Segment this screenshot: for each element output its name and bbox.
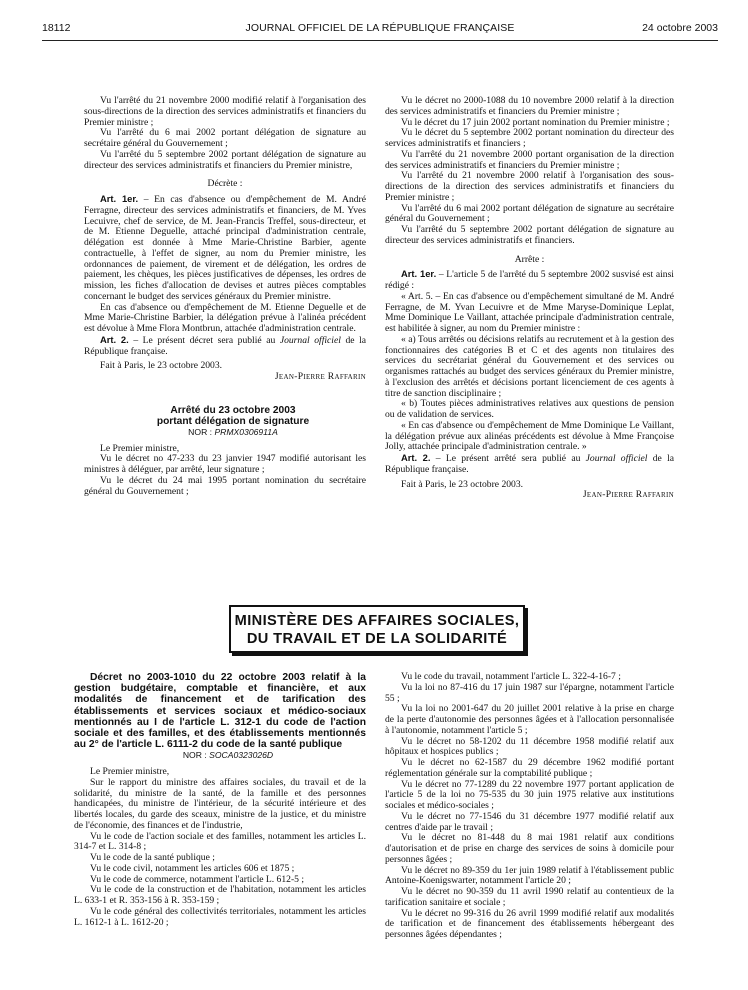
article-text: de la République française. bbox=[84, 334, 367, 357]
nor-reference bbox=[84, 427, 366, 438]
paragraph: Vu le code de l'action sociale et des familles, notamment les articles L. 314-7 et L. 314-8 ; bbox=[74, 830, 366, 853]
quoted-paragraph: « Art. 5. – En cas d'absence ou d'empêchement simultané de M. André Ferragne, de M. Yvan Lecuivre et de Mme Maryse-Dominique Leplat, Mme Dominique Le Vaillant, attachée principale d'administration centrale, est habilitée à signer, au nom du Premier ministre : bbox=[385, 290, 674, 334]
article-text: – En cas d'absence ou d'empêchement de M. André Ferragne, directeur des services administratifs et financiers, de M. Yves Lecuivre, chef de service, de M. Jean-Francis Treffel, sous-directeur, et de M. Etienne Deguelle, attaché principal d'administration centrale, délégation est donnée à Mme Marie-Christine Barbier, agente contractuelle, à l'effet de signer, au nom du Premier ministre, les ordonnances de paiement, de virement et de délégation, les ordres de paiement, les chèques, les pièces justificatives de dépenses, les ordres de mission, les fiches d'allocation de devises et autres pièces comptables concernant le budget des services généraux du Premier ministre. bbox=[84, 194, 366, 302]
fait-a-paris: Fait à Paris, le 23 octobre 2003. bbox=[401, 478, 524, 490]
ministry-line-2: DU TRAVAIL ET DE LA SOLIDARITÉ bbox=[246, 631, 508, 647]
article-label: Art. 1er. bbox=[100, 193, 139, 204]
nor-code: SOCA0323026D bbox=[209, 750, 274, 761]
paragraph: Vu le décret no 89-359 du 1er juin 1989 relatif à l'établissement public Antoine-Koenigswarter, notamment l'article 20 ; bbox=[385, 864, 674, 887]
header-rule bbox=[42, 40, 718, 41]
nor-reference bbox=[74, 750, 366, 761]
article-1 bbox=[385, 269, 674, 292]
paragraph: Vu le code de la construction et de l'habitation, notamment les articles L. 633-1 et R. 353-156 à R. 353-159 ; bbox=[74, 884, 366, 907]
paragraph: Vu le décret no 77-1289 du 22 novembre 1977 portant application de l'article 5 de la loi no 75-535 du 30 juin 1975 relative aux institutions sociales et médico-sociales ; bbox=[385, 778, 674, 811]
article-text: – Le présent arrêté sera publié au bbox=[430, 453, 586, 464]
paragraph: Vu le code de commerce, notamment l'article L. 612-5 ; bbox=[90, 873, 304, 885]
paragraph: Vu le décret no 47-233 du 23 janvier 1947 modifié autorisant les ministres à déléguer, par arrêté, leur signature ; bbox=[84, 453, 366, 475]
arrete-heading: Arrête : bbox=[514, 253, 545, 265]
page-header bbox=[42, 22, 718, 36]
paragraph: En cas d'absence ou d'empêchement de M. Etienne Deguelle et de Mme Marie-Christine Barbier, la délégation prévue à l'alinéa précédent est dévolue à Mme Flora Montbrun, attachée d'administration centrale. bbox=[84, 301, 366, 334]
signature: Jean-Pierre Raffarin bbox=[274, 371, 366, 382]
issue-date: 24 octobre 2003 bbox=[642, 22, 718, 34]
left-column-bottom bbox=[74, 672, 366, 928]
page-number: 18112 bbox=[42, 22, 71, 34]
paragraph: Vu l'arrêté du 5 septembre 2002 portant délégation de signature au directeur des services administratifs et financiers. bbox=[385, 224, 674, 246]
paragraph: Vu l'arrêté du 6 mai 2002 portant délégation de signature au secrétaire général du Gouvernement ; bbox=[84, 127, 366, 149]
paragraph: Vu l'arrêté du 6 mai 2002 portant délégation de signature au secrétaire général du Gouvernement ; bbox=[385, 202, 674, 225]
arrete-title-line1: Arrêté du 23 octobre 2003 bbox=[170, 404, 296, 416]
article-text: de la République française. bbox=[385, 453, 674, 475]
paragraph: Vu l'arrêté du 21 novembre 2000 relatif à l'organisation des sous-directions de la direction des services administratifs et financiers du Premier ministre ; bbox=[385, 170, 674, 203]
nor-label: NOR : bbox=[182, 750, 210, 761]
article-label: Art. 2. bbox=[100, 333, 129, 345]
article-2 bbox=[84, 335, 366, 358]
article-2 bbox=[385, 453, 674, 476]
paragraph: Vu le code général des collectivités territoriales, notamment les articles L. 1612-1 à L. 1612-20 ; bbox=[74, 905, 366, 928]
paragraph: Vu le décret no 90-359 du 11 avril 1990 relatif au contentieux de la tarification sanitaire et sociale ; bbox=[385, 886, 674, 908]
paragraph: Vu l'arrêté du 21 novembre 2000 modifié relatif à l'organisation des sous-directions de la direction des services administratifs et financiers du Premier ministre ; bbox=[84, 95, 366, 128]
fait-a-paris: Fait à Paris, le 23 octobre 2003. bbox=[100, 360, 223, 372]
decree-title: Décret no 2003-1010 du 22 octobre 2003 relatif à la gestion budgétaire, comptable et financière, et aux modalités de financement et de tarification des établissements et services sociaux et médico-sociaux mentionnés au I de l'article L. 312-1 du code de l'action sociale et des familles, et des établissements mentionnés au 2° de l'article L. 6111-2 du code de la santé publique bbox=[74, 672, 366, 751]
paragraph: Vu l'arrêté du 5 septembre 2002 portant délégation de signature au directeur des services administratifs et financiers du Premier ministre, bbox=[84, 148, 366, 171]
paragraph: Vu le décret no 81-448 du 8 mai 1981 relatif aux conditions d'autorisation et de prise en charge des services de soins à domicile pour personnes âgées ; bbox=[385, 832, 674, 865]
paragraph: Vu le décret no 77-1546 du 31 décembre 1977 modifié relatif aux centres d'aide par le travail ; bbox=[385, 810, 674, 833]
article-text: – Le présent décret sera publié au bbox=[128, 334, 280, 346]
paragraph: Vu le code de la santé publique ; bbox=[90, 852, 215, 864]
paragraph: Le Premier ministre, bbox=[90, 766, 170, 778]
quoted-paragraph: « En cas d'absence ou d'empêchement de Mme Dominique Le Vaillant, la délégation prévue aux alinéas précédents est dévolue à Mme Françoise Jolly, attachée principale d'administration centrale. » bbox=[385, 419, 674, 453]
paragraph: Le Premier ministre, bbox=[100, 442, 180, 454]
left-column-top bbox=[84, 96, 366, 497]
paragraph: Vu le code civil, notamment les articles 606 et 1875 ; bbox=[90, 862, 295, 874]
paragraph: Vu le décret du 17 juin 2002 portant nomination du Premier ministre ; bbox=[401, 116, 670, 128]
journal-officiel-italic: Journal officiel bbox=[279, 334, 341, 346]
article-label: Art. 2. bbox=[401, 452, 431, 463]
article-1 bbox=[84, 194, 366, 303]
article-label: Art. 1er. bbox=[401, 268, 437, 280]
paragraph: Vu le décret du 24 mai 1995 portant nomination du secrétaire général du Gouvernement ; bbox=[84, 474, 366, 497]
paragraph: Vu le décret no 62-1587 du 29 décembre 1962 modifié portant réglementation générale sur la comptabilité publique ; bbox=[385, 757, 674, 779]
paragraph: Vu le décret no 58-1202 du 11 décembre 1958 modifié relatif aux hôpitaux et hospices publics ; bbox=[385, 735, 674, 758]
journal-officiel-italic: Journal officiel bbox=[585, 453, 648, 464]
decrete-heading: Décrète : bbox=[207, 178, 243, 190]
right-column-top bbox=[385, 96, 674, 501]
paragraph: Sur le rapport du ministre des affaires sociales, du travail et de la solidarité, du ministre de la santé, de la famille et des personnes handicapées, du ministre de l'intérieur, de la sécurité intérieure et des libertés locales, du garde des sceaux, ministre de la justice, et du ministre de l'économie, des finances et de l'industrie, bbox=[74, 776, 366, 831]
article-text: – L'article 5 de l'arrêté du 5 septembre 2002 susvisé est ainsi rédigé : bbox=[385, 269, 674, 291]
signature: Jean-Pierre Raffarin bbox=[582, 489, 674, 501]
paragraph: Vu la loi no 87-416 du 17 juin 1987 sur l'épargne, notamment l'article 55 ; bbox=[385, 681, 674, 704]
ministry-heading-box bbox=[229, 605, 525, 653]
paragraph: Vu l'arrêté du 21 novembre 2000 portant organisation de la direction des services administratifs et financiers du Premier ministre ; bbox=[385, 148, 674, 171]
quoted-paragraph: « a) Tous arrêtés ou décisions relatifs au recrutement et à la gestion des fonctionnaires des catégories B et C et des agents non titulaires des services du secrétariat général du Gouvernement et des services ou organismes rattachés au budget des services généraux du Premier ministre, à l'exclusion des arrêtés et décisions portant licenciement de ces agents à titre de sanction disciplinaire ; bbox=[385, 333, 674, 399]
quoted-paragraph: « b) Toutes pièces administratives relatives aux questions de pension ou de validation de services. bbox=[385, 398, 674, 420]
nor-code: PRMX0306911A bbox=[214, 426, 278, 437]
paragraph: Vu le décret no 2000-1088 du 10 novembre 2000 relatif à la direction des services administratifs et financiers du Premier ministre ; bbox=[385, 95, 674, 117]
paragraph: Vu la loi no 2001-647 du 20 juillet 2001 relative à la prise en charge de la perte d'autonomie des personnes âgées et à l'allocation personnalisée à l'autonomie, notamment l'article 5 ; bbox=[385, 703, 674, 736]
right-column-bottom bbox=[385, 672, 674, 941]
ministry-line-1: MINISTÈRE DES AFFAIRES SOCIALES, bbox=[234, 613, 520, 629]
paragraph: Vu le décret no 99-316 du 26 avril 1999 modifié relatif aux modalités de tarification et de financement des établissements hébergeant des personnes âgées dépendantes ; bbox=[385, 907, 674, 940]
nor-label: NOR : bbox=[188, 426, 215, 437]
paragraph: Vu le décret du 5 septembre 2002 portant nomination du directeur des services administratifs et financiers ; bbox=[385, 127, 674, 149]
journal-title: JOURNAL OFFICIEL DE LA RÉPUBLIQUE FRANÇAISE bbox=[245, 22, 515, 34]
arrete-title-line2: portant délégation de signature bbox=[156, 415, 310, 427]
paragraph: Vu le code du travail, notamment l'article L. 322-4-16-7 ; bbox=[401, 671, 621, 682]
